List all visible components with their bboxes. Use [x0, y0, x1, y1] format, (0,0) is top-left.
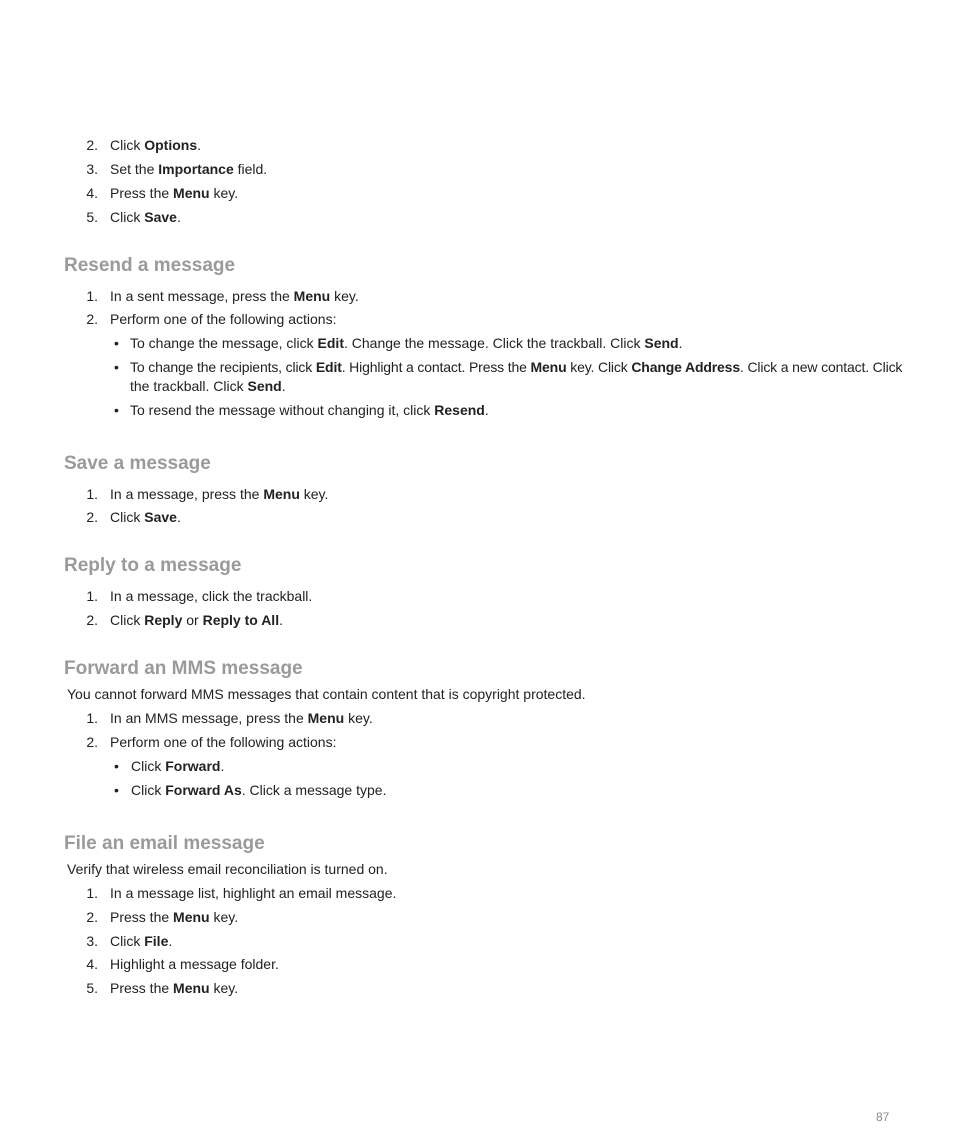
list-text: Press the Menu key. [110, 185, 239, 201]
list-text: Click File. [110, 933, 173, 949]
list-number: 2. [86, 909, 98, 925]
section-heading-save: Save a message [64, 453, 211, 474]
bullet-text: the trackball. Click Send. [130, 378, 286, 394]
list-number: 4. [86, 185, 98, 201]
list-text: Click Save. [110, 209, 181, 225]
list-text: Click Reply or Reply to All. [110, 612, 283, 628]
list-number: 1. [86, 588, 98, 604]
list-text: Press the Menu key. [110, 980, 239, 996]
bullet-text: Click Forward. [131, 758, 225, 774]
list-number: 1. [86, 486, 98, 502]
list-number: 2. [86, 734, 98, 750]
list-text: In an MMS message, press the Menu key. [110, 710, 373, 726]
bullet-text: To change the recipients, click Edit. Highlight a contact. Press the Menu key. Click Change Address. Click a new contact. Click [130, 359, 903, 375]
list-text: Perform one of the following actions: [110, 311, 337, 327]
list-number: 5. [86, 209, 98, 225]
bullet-mark: • [114, 782, 119, 798]
list-text: In a sent message, press the Menu key. [110, 288, 359, 304]
bullet-text: To change the message, click Edit. Change the message. Click the trackball. Click Send. [130, 335, 683, 351]
section-heading-file: File an email message [64, 833, 265, 854]
list-number: 2. [86, 612, 98, 628]
list-number: 1. [86, 710, 98, 726]
list-text: Perform one of the following actions: [110, 734, 337, 750]
section-heading-forward: Forward an MMS message [64, 658, 303, 679]
page-number: 87 [876, 1110, 890, 1124]
bullet-text: Click Forward As. Click a message type. [131, 782, 387, 798]
bullet-mark: • [114, 758, 119, 774]
list-text: Press the Menu key. [110, 909, 239, 925]
section-intro: You cannot forward MMS messages that contain content that is copyright protected. [67, 686, 586, 702]
list-text: Click Options. [110, 137, 202, 153]
section-heading-resend: Resend a message [64, 255, 236, 276]
list-number: 2. [86, 137, 98, 153]
bullet-text: To resend the message without changing it, click Resend. [130, 402, 489, 418]
section-heading-reply: Reply to a message [64, 555, 242, 576]
section-intro: Verify that wireless email reconciliation is turned on. [67, 861, 388, 877]
list-text: In a message, click the trackball. [110, 588, 313, 604]
list-text: Set the Importance field. [110, 161, 268, 177]
list-text: In a message, press the Menu key. [110, 486, 329, 502]
list-number: 1. [86, 885, 98, 901]
list-number: 2. [86, 311, 98, 327]
list-text: Click Save. [110, 509, 181, 525]
list-text: In a message list, highlight an email message. [110, 885, 397, 901]
list-number: 5. [86, 980, 98, 996]
bullet-mark: • [114, 359, 119, 375]
list-text: Highlight a message folder. [110, 956, 279, 972]
list-number: 2. [86, 509, 98, 525]
list-number: 3. [86, 933, 98, 949]
list-number: 4. [86, 956, 98, 972]
bullet-mark: • [114, 335, 119, 351]
list-number: 3. [86, 161, 98, 177]
list-number: 1. [86, 288, 98, 304]
bullet-mark: • [114, 402, 119, 418]
